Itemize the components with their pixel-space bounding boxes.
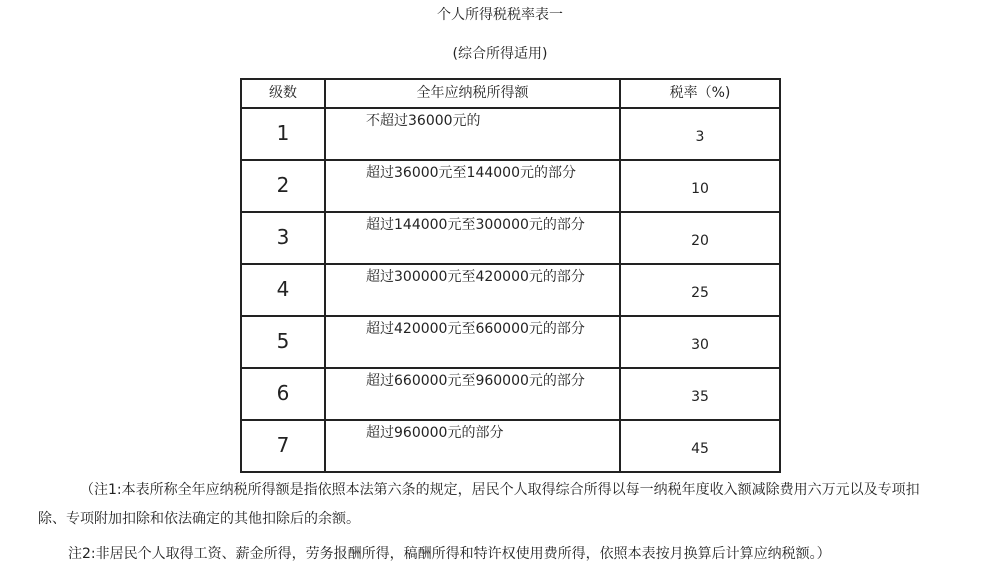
header-level: 级数 xyxy=(241,79,325,108)
range-cell: 超过36000元至144000元的部分 xyxy=(325,160,620,212)
rate-cell: 10 xyxy=(620,160,780,212)
level-cell: 1 xyxy=(241,108,325,160)
range-cell: 超过660000元至960000元的部分 xyxy=(325,368,620,420)
rate-cell: 35 xyxy=(620,368,780,420)
tax-rate-table xyxy=(240,78,781,473)
level-cell: 3 xyxy=(241,212,325,264)
table-row xyxy=(241,420,780,472)
range-cell: 不超过36000元的 xyxy=(325,108,620,160)
range-cell: 超过420000元至660000元的部分 xyxy=(325,316,620,368)
tax-rate-table-wrapper xyxy=(240,78,781,473)
rate-cell: 20 xyxy=(620,212,780,264)
table-row xyxy=(241,316,780,368)
level-cell: 7 xyxy=(241,420,325,472)
page-subtitle: (综合所得适用) xyxy=(452,45,548,62)
table-row xyxy=(241,264,780,316)
rate-cell: 25 xyxy=(620,264,780,316)
level-cell: 4 xyxy=(241,264,325,316)
level-cell: 5 xyxy=(241,316,325,368)
header-rate: 税率（%) xyxy=(620,79,780,108)
table-row xyxy=(241,368,780,420)
table-header-row xyxy=(241,79,780,108)
range-cell: 超过960000元的部分 xyxy=(325,420,620,472)
header-range: 全年应纳税所得额 xyxy=(325,79,620,108)
note-1-line-2: 除、专项附加扣除和依法确定的其他扣除后的余额。 xyxy=(38,510,360,527)
rate-cell: 45 xyxy=(620,420,780,472)
range-cell: 超过300000元至420000元的部分 xyxy=(325,264,620,316)
note-2: 注2:非居民个人取得工资、薪金所得，劳务报酬所得，稿酬所得和特许权使用费所得，依照本表按月换算后计算应纳税额。） xyxy=(68,545,831,562)
rate-cell: 30 xyxy=(620,316,780,368)
page-title: 个人所得税税率表一 xyxy=(437,7,563,23)
table-row xyxy=(241,108,780,160)
note-1-line-1: （注1:本表所称全年应纳税所得额是指依照本法第六条的规定，居民个人取得综合所得以每一纳税年度收入额减除费用六万元以及专项扣 xyxy=(80,481,920,498)
table-row xyxy=(241,160,780,212)
range-cell: 超过144000元至300000元的部分 xyxy=(325,212,620,264)
table-row xyxy=(241,212,780,264)
rate-cell: 3 xyxy=(620,108,780,160)
level-cell: 2 xyxy=(241,160,325,212)
level-cell: 6 xyxy=(241,368,325,420)
